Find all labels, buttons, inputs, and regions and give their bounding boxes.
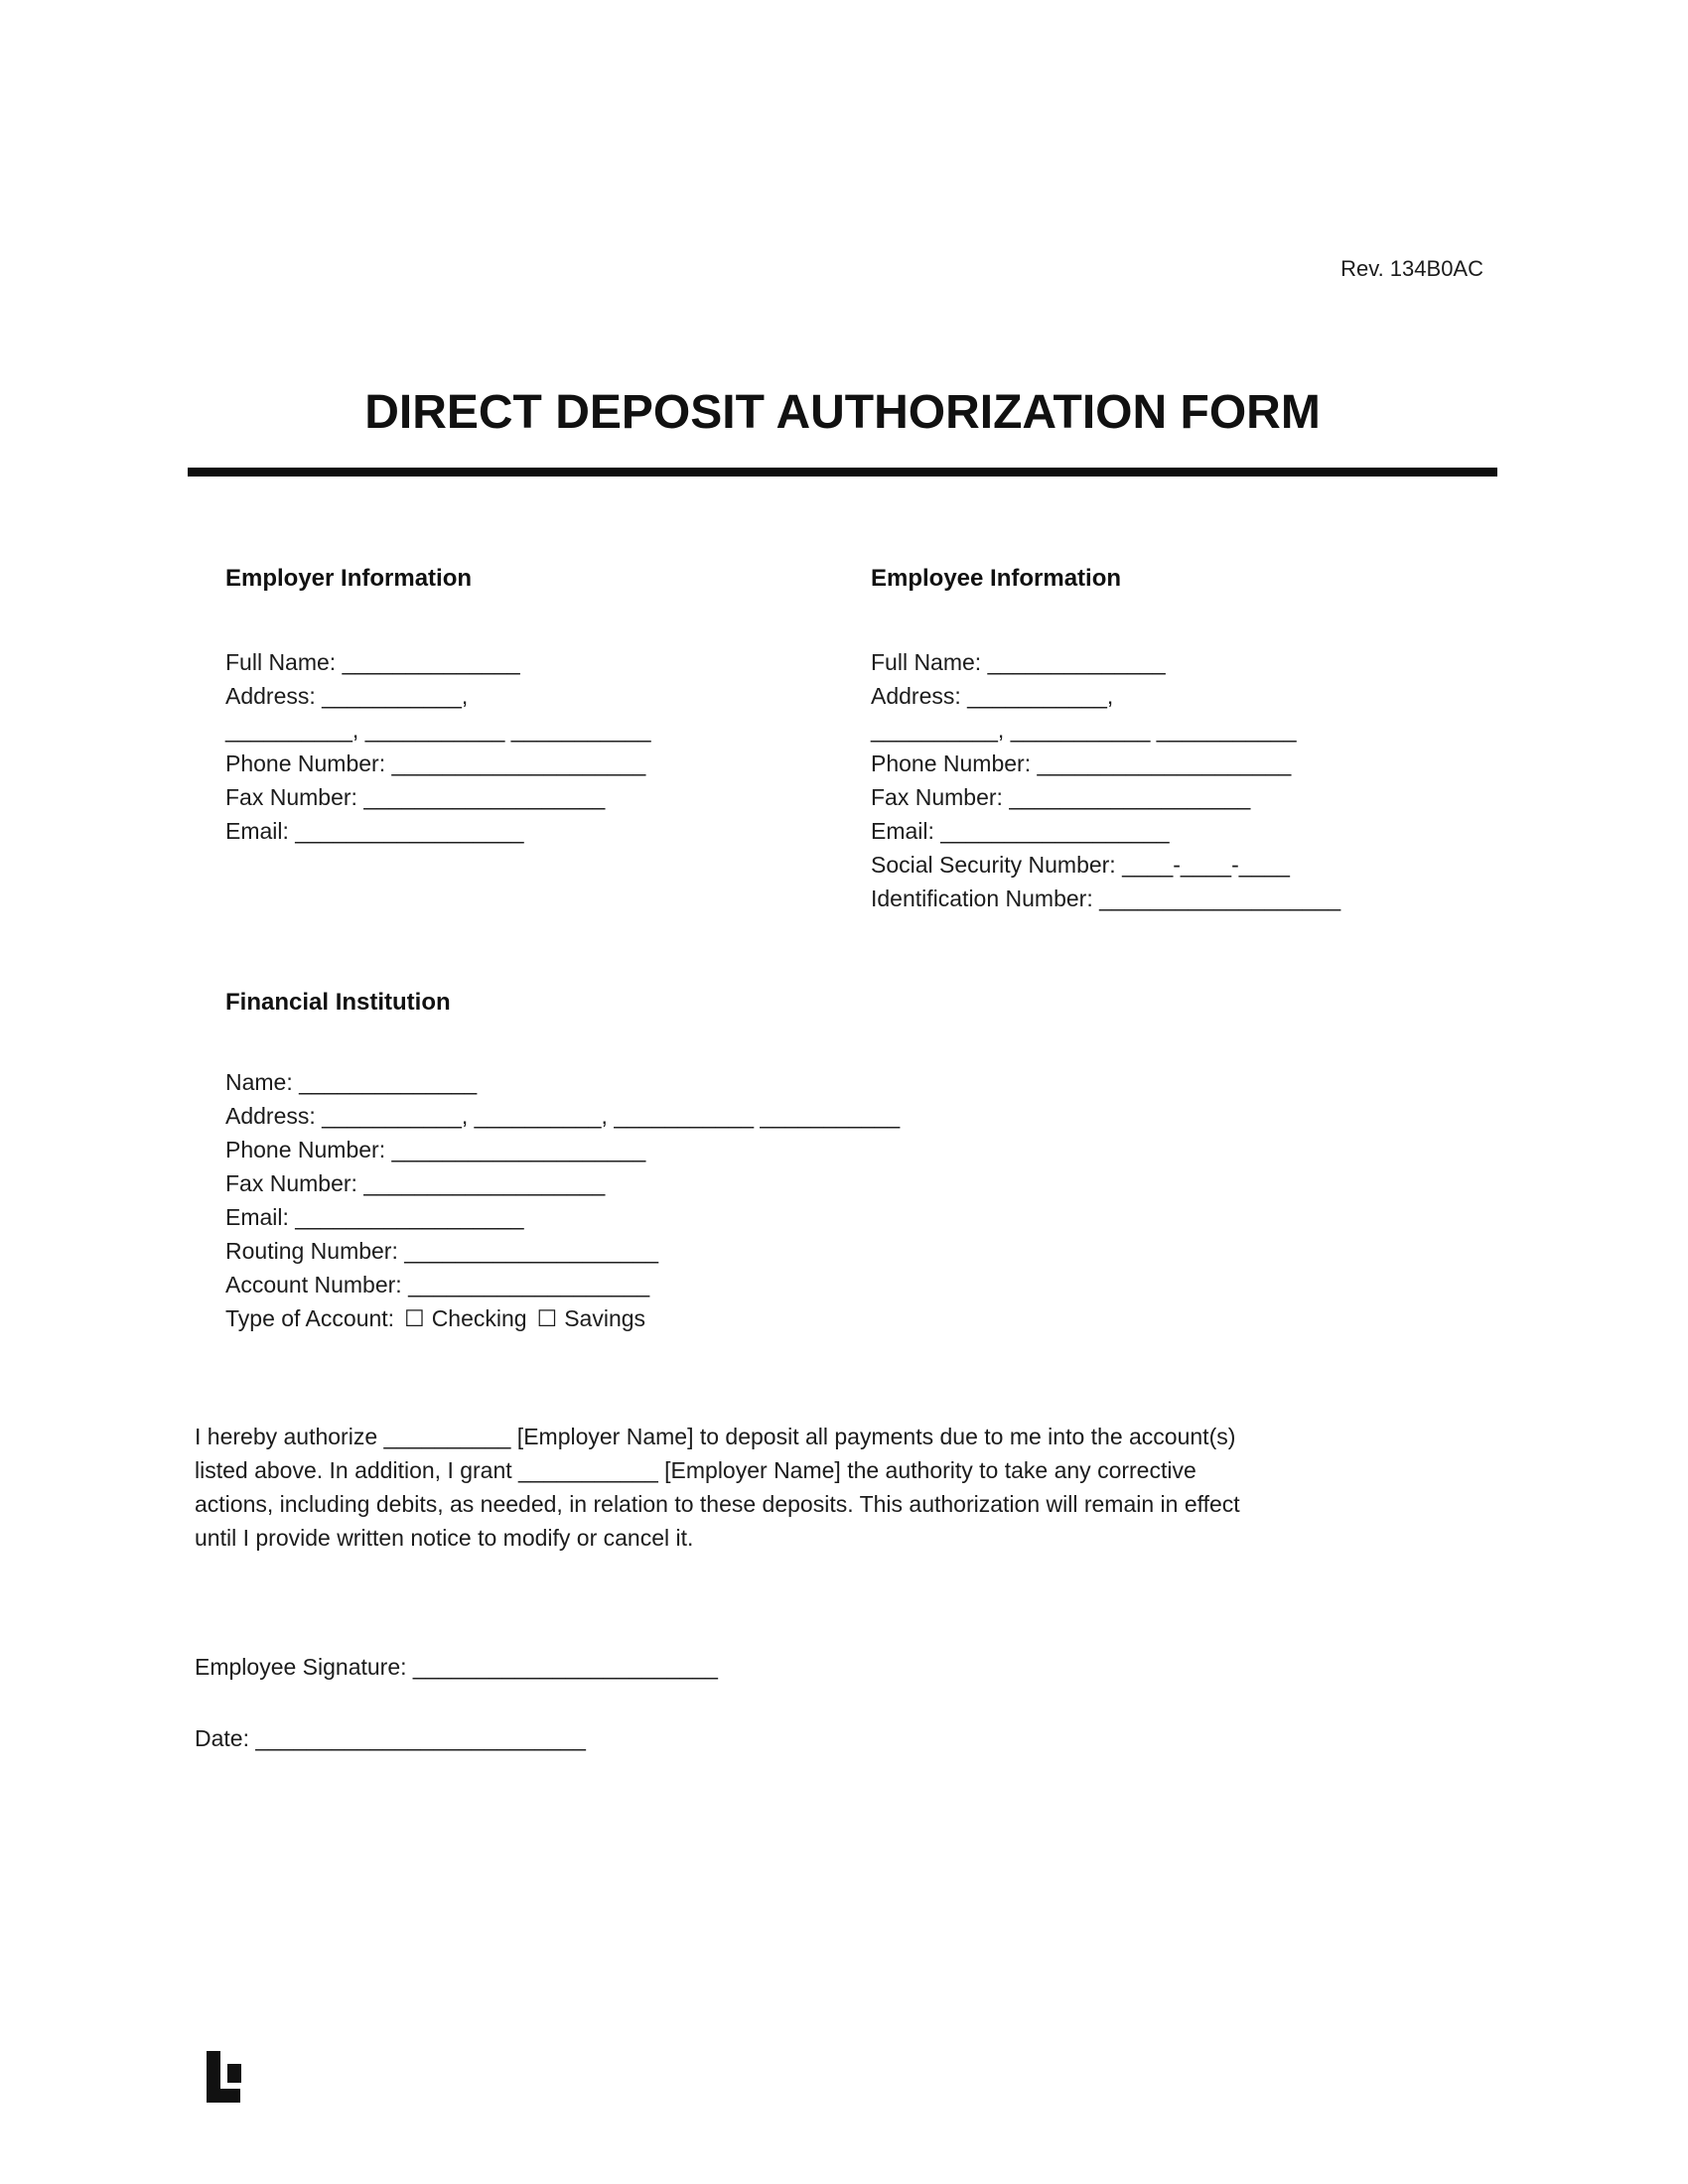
date-line: Date: __________________________ — [195, 1725, 586, 1751]
savings-label: Savings — [564, 1305, 646, 1331]
employee-info-section — [871, 562, 1497, 915]
form-title: DIRECT DEPOSIT AUTHORIZATION FORM — [364, 386, 1321, 439]
employee-id-number-line: Identification Number: ___________________ — [871, 886, 1341, 911]
savings-checkbox[interactable]: ☐ — [536, 1305, 558, 1331]
employee-address-line-2: __________, ___________ ___________ — [871, 717, 1297, 743]
financial-routing-number-line: Routing Number: ____________________ — [225, 1238, 659, 1264]
revision-number: Rev. 134B0AC — [1340, 256, 1483, 281]
employee-signature-line: Employee Signature: ________________________ — [195, 1654, 718, 1680]
financial-name-line: Name: ______________ — [225, 1069, 478, 1095]
authorization-line: listed above. In addition, I grant ___________ [Employer Name] the authority to take any corrective — [195, 1457, 1196, 1483]
employee-phone-line: Phone Number: ____________________ — [871, 751, 1292, 776]
authorization-line: until I provide written notice to modify or cancel it. — [195, 1525, 694, 1551]
financial-email-line: Email: __________________ — [225, 1204, 524, 1230]
employer-phone-line: Phone Number: ____________________ — [225, 751, 646, 776]
employer-address-line-2: __________, ___________ ___________ — [225, 717, 651, 743]
employee-address-line: Address: ___________, — [871, 683, 1114, 709]
info-columns — [225, 562, 1497, 915]
employer-info-section — [225, 562, 871, 915]
financial-account-number-line: Account Number: ___________________ — [225, 1272, 650, 1297]
financial-fax-line: Fax Number: ___________________ — [225, 1170, 606, 1196]
type-of-account-label: Type of Account: — [225, 1305, 395, 1331]
authorization-line: I hereby authorize __________ [Employer Name] to deposit all payments due to me into the account(s) — [195, 1424, 1236, 1449]
financial-institution-section — [225, 986, 1497, 1335]
employer-full-name-line: Full Name: ______________ — [225, 649, 520, 675]
employer-address-line: Address: ___________, — [225, 683, 469, 709]
authorization-paragraph — [195, 1420, 1505, 1555]
financial-address-line: Address: ___________, __________, ___________ ___________ — [225, 1103, 901, 1129]
checking-checkbox[interactable]: ☐ — [404, 1305, 425, 1331]
employer-info-heading: Employer Information — [225, 565, 473, 592]
employee-ssn-line: Social Security Number: ____-____-____ — [871, 852, 1290, 878]
title-divider — [188, 468, 1497, 477]
authorization-line: actions, including debits, as needed, in relation to these deposits. This authorization will remain in effect — [195, 1491, 1240, 1517]
employee-email-line: Email: __________________ — [871, 818, 1170, 844]
financial-institution-heading: Financial Institution — [225, 989, 451, 1016]
type-of-account-line — [225, 1301, 1497, 1335]
checking-label: Checking — [431, 1305, 527, 1331]
legal-templates-logo — [207, 2051, 252, 2103]
employee-full-name-line: Full Name: ______________ — [871, 649, 1166, 675]
employee-fax-line: Fax Number: ___________________ — [871, 784, 1251, 810]
employee-info-heading: Employee Information — [871, 565, 1122, 592]
employer-email-line: Email: __________________ — [225, 818, 524, 844]
financial-phone-line: Phone Number: ____________________ — [225, 1137, 646, 1162]
employer-fax-line: Fax Number: ___________________ — [225, 784, 606, 810]
